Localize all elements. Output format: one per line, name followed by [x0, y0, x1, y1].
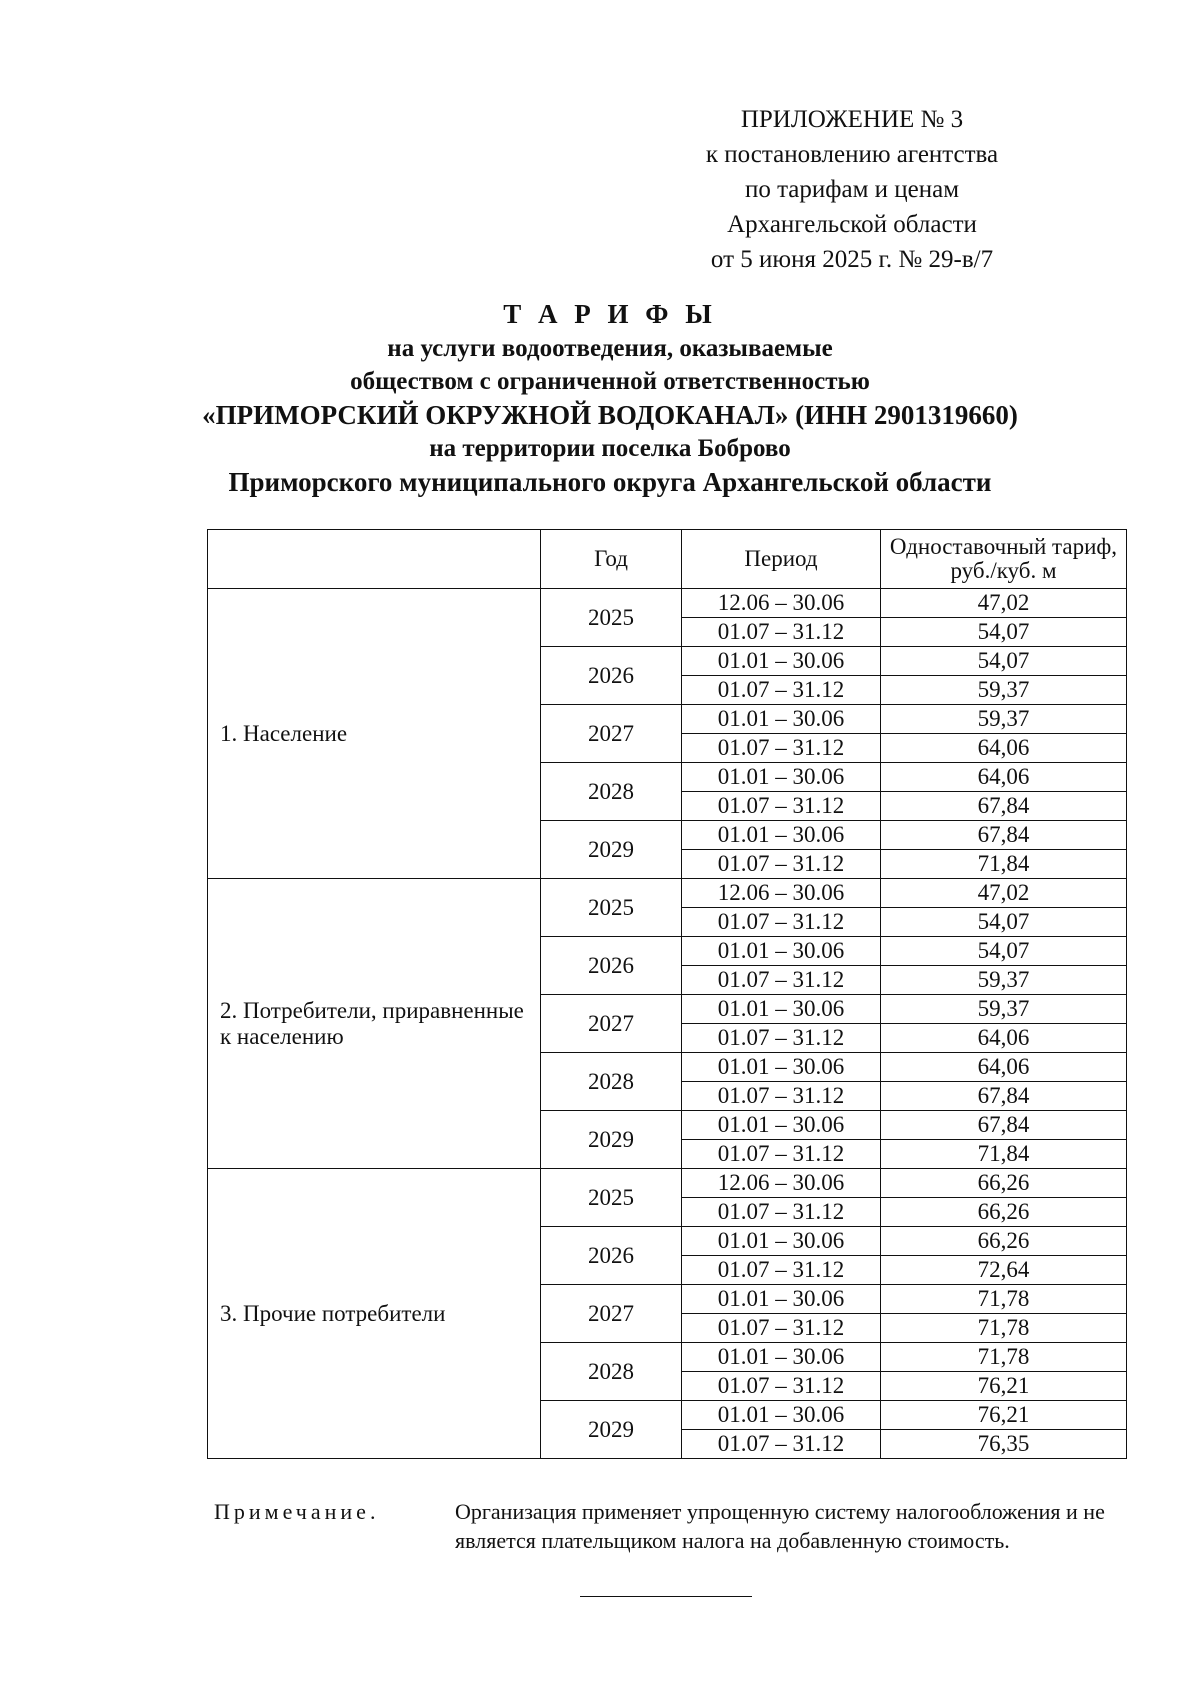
tariff-value-cell: 72,64 [881, 1256, 1127, 1285]
period-cell: 12.06 – 30.06 [682, 879, 881, 908]
tariff-value-cell: 64,06 [881, 734, 1127, 763]
category-cell: 3. Прочие потребители [208, 1169, 541, 1459]
period-cell: 01.01 – 30.06 [682, 763, 881, 792]
tariff-value-cell: 64,06 [881, 763, 1127, 792]
year-cell: 2029 [541, 1401, 682, 1459]
period-cell: 01.01 – 30.06 [682, 1401, 881, 1430]
tariffs-table [207, 529, 1127, 1459]
category-cell: 1. Население [208, 589, 541, 879]
period-cell: 01.07 – 31.12 [682, 1372, 881, 1401]
tariff-value-cell: 67,84 [881, 1082, 1127, 1111]
appendix-line: по тарифам и ценам [744, 176, 960, 203]
tariff-value-cell: 76,21 [881, 1401, 1127, 1430]
header-period: Период [682, 530, 881, 589]
period-cell: 01.07 – 31.12 [682, 618, 881, 647]
tariff-value-cell: 71,84 [881, 850, 1127, 879]
period-cell: 01.07 – 31.12 [682, 966, 881, 995]
year-cell: 2027 [541, 1285, 682, 1343]
year-cell: 2027 [541, 995, 682, 1053]
tariff-value-cell: 67,84 [881, 1111, 1127, 1140]
appendix-line: Архангельской области [727, 211, 977, 238]
title-line: обществом с ограниченной ответственностью [350, 368, 870, 395]
year-cell: 2028 [541, 763, 682, 821]
tariff-value-cell: 54,07 [881, 618, 1127, 647]
appendix-line: от 5 июня 2025 г. № 29-в/7 [710, 246, 994, 273]
period-cell: 01.01 – 30.06 [682, 1053, 881, 1082]
tariff-value-cell: 76,35 [881, 1430, 1127, 1459]
category-cell: 2. Потребители, приравненные к населению [208, 879, 541, 1169]
period-cell: 12.06 – 30.06 [682, 589, 881, 618]
table-row [208, 1169, 1127, 1198]
title-line: на территории поселка Боброво [429, 435, 791, 462]
period-cell: 01.01 – 30.06 [682, 937, 881, 966]
year-cell: 2025 [541, 879, 682, 937]
tariff-value-cell: 64,06 [881, 1053, 1127, 1082]
period-cell: 01.07 – 31.12 [682, 1430, 881, 1459]
note-text: Организация применяет упрощенную систему налогообложения и не является плательщиком налога на добавленную стоимость. [455, 1499, 1105, 1553]
tariff-value-cell: 76,21 [881, 1372, 1127, 1401]
tariff-value-cell: 71,84 [881, 1140, 1127, 1169]
tariff-value-cell: 54,07 [881, 908, 1127, 937]
year-cell: 2026 [541, 1227, 682, 1285]
period-cell: 01.07 – 31.12 [682, 1024, 881, 1053]
period-cell: 01.07 – 31.12 [682, 850, 881, 879]
title-caption: Т А Р И Ф Ы [503, 299, 717, 329]
period-cell: 01.01 – 30.06 [682, 1343, 881, 1372]
year-cell: 2025 [541, 589, 682, 647]
appendix-line: ПРИЛОЖЕНИЕ № 3 [740, 106, 964, 133]
tariff-value-cell: 59,37 [881, 676, 1127, 705]
year-cell: 2028 [541, 1053, 682, 1111]
table-row [208, 589, 1127, 618]
title-line: на услуги водоотведения, оказываемые [387, 335, 833, 362]
note-label: Примечание. [214, 1499, 380, 1524]
period-cell: 01.01 – 30.06 [682, 647, 881, 676]
header-tariff: Одноставочный тариф, руб./куб. м [881, 530, 1127, 589]
tariff-value-cell: 67,84 [881, 792, 1127, 821]
tariff-value-cell: 47,02 [881, 589, 1127, 618]
tariff-value-cell: 59,37 [881, 995, 1127, 1024]
appendix-line: к постановлению агентства [705, 141, 999, 168]
period-cell: 01.07 – 31.12 [682, 1256, 881, 1285]
period-cell: 01.01 – 30.06 [682, 1227, 881, 1256]
title-line: Приморского муниципального округа Архангельской области [228, 467, 992, 497]
year-cell: 2029 [541, 821, 682, 879]
tariff-value-cell: 64,06 [881, 1024, 1127, 1053]
period-cell: 01.07 – 31.12 [682, 1314, 881, 1343]
period-cell: 01.01 – 30.06 [682, 821, 881, 850]
period-cell: 01.07 – 31.12 [682, 792, 881, 821]
table-header-row [208, 530, 1127, 589]
tariff-value-cell: 66,26 [881, 1227, 1127, 1256]
year-cell: 2025 [541, 1169, 682, 1227]
table-row [208, 879, 1127, 908]
tariff-value-cell: 71,78 [881, 1285, 1127, 1314]
header-category [208, 530, 541, 589]
period-cell: 12.06 – 30.06 [682, 1169, 881, 1198]
tariff-value-cell: 71,78 [881, 1343, 1127, 1372]
document-title [180, 296, 1040, 499]
year-cell: 2026 [541, 937, 682, 995]
period-cell: 01.07 – 31.12 [682, 1198, 881, 1227]
year-cell: 2028 [541, 1343, 682, 1401]
tariff-value-cell: 66,26 [881, 1198, 1127, 1227]
tariff-value-cell: 59,37 [881, 705, 1127, 734]
period-cell: 01.01 – 30.06 [682, 1285, 881, 1314]
year-cell: 2026 [541, 647, 682, 705]
tariff-value-cell: 59,37 [881, 966, 1127, 995]
tariff-value-cell: 66,26 [881, 1169, 1127, 1198]
year-cell: 2027 [541, 705, 682, 763]
year-cell: 2029 [541, 1111, 682, 1169]
closing-rule [580, 1596, 752, 1597]
header-year: Год [541, 530, 682, 589]
period-cell: 01.01 – 30.06 [682, 995, 881, 1024]
tariff-value-cell: 71,78 [881, 1314, 1127, 1343]
title-line: «ПРИМОРСКИЙ ОКРУЖНОЙ ВОДОКАНАЛ» (ИНН 2901319660) [202, 400, 1018, 430]
period-cell: 01.07 – 31.12 [682, 1082, 881, 1111]
tariffs-body [208, 589, 1127, 1459]
period-cell: 01.07 – 31.12 [682, 1140, 881, 1169]
period-cell: 01.01 – 30.06 [682, 1111, 881, 1140]
period-cell: 01.01 – 30.06 [682, 705, 881, 734]
appendix-header [642, 102, 1062, 277]
tariff-value-cell: 54,07 [881, 937, 1127, 966]
period-cell: 01.07 – 31.12 [682, 734, 881, 763]
period-cell: 01.07 – 31.12 [682, 908, 881, 937]
tariff-value-cell: 47,02 [881, 879, 1127, 908]
tariff-value-cell: 67,84 [881, 821, 1127, 850]
period-cell: 01.07 – 31.12 [682, 676, 881, 705]
tariff-value-cell: 54,07 [881, 647, 1127, 676]
